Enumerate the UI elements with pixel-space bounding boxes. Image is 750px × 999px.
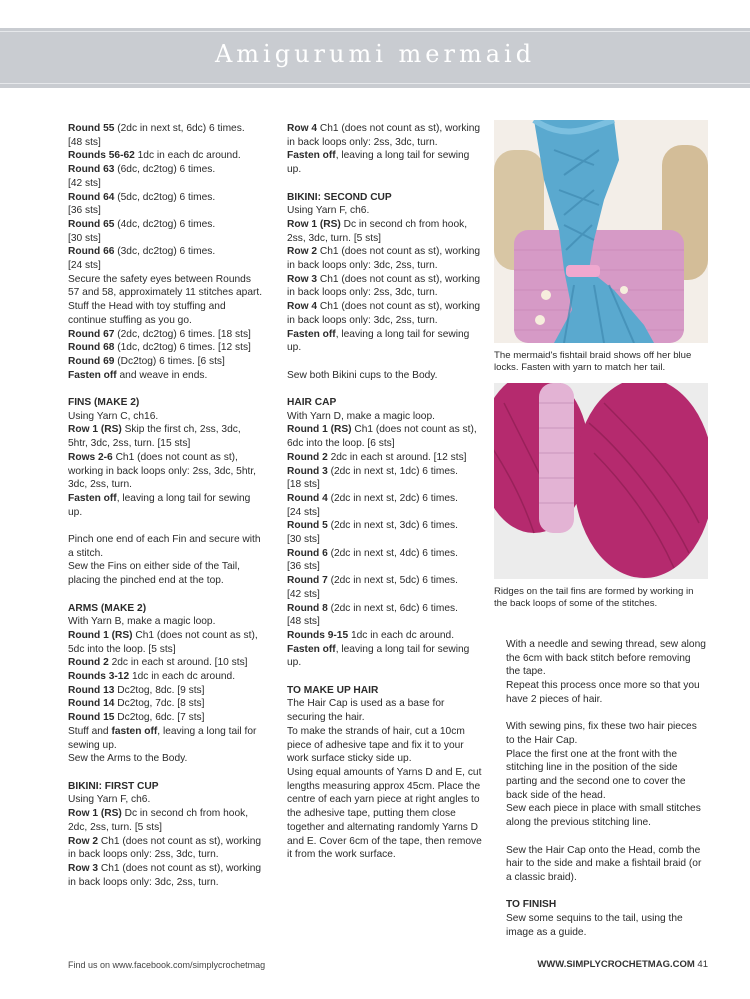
instruction-text: Sew the Fins on either side of the Tail, placing the pinched end at the top.: [68, 561, 240, 587]
instruction-line: Stuff and fasten off, leaving a long tail for sewing up.: [68, 725, 257, 751]
tail-fins-illustration: [494, 383, 708, 579]
instruction-line: Round 4 (2dc in next st, 2dc) 6 times. [24 sts]: [287, 492, 458, 518]
instruction-line: Row 2 Ch1 (does not count as st), working in back loops only: 2ss, 3dc, turn.: [68, 835, 262, 861]
section-heading-bikini-second-cup: BIKINI: SECOND CUP: [287, 191, 392, 203]
column-1: [68, 122, 263, 889]
section-heading-arms: ARMS (MAKE 2): [68, 602, 147, 614]
braid-illustration: [494, 120, 708, 343]
instruction-line: Round 2 2dc in each st around. [10 sts]: [68, 657, 248, 669]
instruction-line: Round 7 (2dc in next st, 5dc) 6 times. [42 sts]: [287, 575, 458, 600]
photo-tail-fins: [494, 383, 708, 579]
column-2: [287, 122, 482, 862]
instruction-line: Round 65 (4dc, dc2tog) 6 times. [30 sts]: [68, 218, 216, 244]
instruction-line: Round 8 (2dc in next st, 6dc) 6 times. [48 sts]: [287, 602, 458, 628]
instruction-line: Row 1 (RS) Dc in second ch from hook, 2ss, 3dc, turn. [5 sts]: [287, 218, 468, 244]
instruction-text: Using equal amounts of Yarns D and E, cut lengths measuring approx 45cm. Place the centre of each yarn piece at right angles to the adhesive tape, putting them close together and alternating randomly Yarns D and E. Cover 6cm of the tape, then remove it from the work surface.: [287, 766, 482, 861]
instruction-line: Round 63 (6dc, dc2tog) 6 times. [42 sts]: [68, 164, 216, 189]
instruction-line: Round 3 (2dc in next st, 1dc) 6 times. [18 sts]: [287, 465, 458, 491]
instruction-line: Round 2 2dc in each st around. [12 sts]: [287, 451, 467, 463]
instruction-text: Sew each piece in place with small stitches along the previous stitching line.: [506, 803, 701, 829]
instruction-line: Row 3 Ch1 (does not count as st), working in back loops only: 2ss, 3dc, turn.: [287, 273, 481, 299]
instruction-text: Place the first one at the front with the stitching line in the position of the side parting and the second one to cover the back side of the head.: [506, 748, 686, 801]
instruction-line: Round 67 (2dc, dc2tog) 6 times. [18 sts]: [68, 328, 251, 340]
instruction-text: With Yarn D, make a magic loop.: [287, 410, 435, 422]
footer-site-page: [537, 959, 708, 970]
instruction-line: Round 69 (Dc2tog) 6 times. [6 sts]: [68, 355, 225, 367]
instruction-line: Round 1 (RS) Ch1 (does not count as st), 5dc into the loop. [5 sts]: [68, 629, 258, 655]
instruction-text: Sew some sequins to the tail, using the image as a guide.: [506, 913, 683, 938]
instruction-line: Rounds 56-62 1dc in each dc around.: [68, 150, 241, 162]
column-3: [506, 638, 706, 939]
instruction-line: Row 4 Ch1 (does not count as st), working in back loops only: 2ss, 3dc, turn.: [287, 123, 481, 148]
instruction-text: With Yarn B, make a magic loop.: [68, 616, 216, 628]
section-heading-bikini-first-cup: BIKINI: FIRST CUP: [68, 780, 159, 792]
instruction-line: Rounds 3-12 1dc in each dc around.: [68, 671, 236, 683]
instruction-line: Rows 2-6 Ch1 (does not count as st), working in back loops only: 2ss, 3dc, 5htr, 3dc, 2ss, turn.: [68, 451, 257, 491]
instruction-line: Fasten off, leaving a long tail for sewing up.: [287, 643, 470, 669]
instruction-line: Round 5 (2dc in next st, 3dc) 6 times. [30 sts]: [287, 520, 458, 546]
instruction-text: Sew the Hair Cap onto the Head, comb the hair to the side and make a fishtail braid (or a classic braid).: [506, 844, 702, 883]
instruction-text: With sewing pins, fix these two hair pieces to the Hair Cap.: [506, 721, 697, 746]
instruction-line: Round 68 (1dc, dc2tog) 6 times. [12 sts]: [68, 342, 251, 354]
photo-braid: [494, 120, 708, 343]
instruction-line: Row 2 Ch1 (does not count as st), working in back loops only: 3dc, 2ss, turn.: [287, 246, 481, 272]
instruction-line: Round 6 (2dc in next st, 4dc) 6 times. [36 sts]: [287, 547, 458, 573]
instruction-text: The Hair Cap is used as a base for securing the hair.: [287, 698, 445, 724]
instruction-line: Row 4 Ch1 (does not count as st), working in back loops only: 3dc, 2ss, turn.: [287, 301, 481, 326]
instruction-line: Fasten off, leaving a long tail for sewing up.: [68, 492, 251, 518]
instruction-line: Round 55 (2dc in next st, 6dc) 6 times. [48 sts]: [68, 123, 245, 148]
section-heading-fins: FINS (MAKE 2): [68, 397, 140, 409]
page-title: Amigurumi mermaid: [214, 40, 536, 68]
instruction-line: Rounds 9-15 1dc in each dc around.: [287, 629, 455, 641]
instruction-text: Stuff the Head with toy stuffing and continue stuffing as you go.: [68, 301, 226, 326]
instruction-line: Round 13 Dc2tog, 8dc. [9 sts]: [68, 684, 205, 696]
instruction-text: Repeat this process once more so that you have 2 pieces of hair.: [506, 680, 700, 705]
instruction-text: Sew the Arms to the Body.: [68, 753, 188, 765]
instruction-line: Round 66 (3dc, dc2tog) 6 times. [24 sts]: [68, 246, 216, 272]
instruction-line: Round 1 (RS) Ch1 (does not count as st), 6dc into the loop. [6 sts]: [287, 424, 477, 450]
instruction-text: Pinch one end of each Fin and secure with a stitch.: [68, 534, 261, 559]
section-heading-make-up-hair: TO MAKE UP HAIR: [287, 684, 379, 696]
footer-facebook-link[interactable]: Find us on www.facebook.com/simplycrochetmag: [68, 960, 266, 970]
caption-tail-fins: Ridges on the tail fins are formed by working in the back loops of some of the stitches.: [494, 586, 694, 609]
instruction-line: Row 1 (RS) Dc in second ch from hook, 2dc, 2ss, turn. [5 sts]: [68, 808, 249, 833]
instruction-text: Secure the safety eyes between Rounds 57 and 58, approximately 11 stitches apart.: [68, 273, 263, 299]
instruction-text: Using Yarn C, ch16.: [68, 410, 159, 422]
instruction-line: Round 64 (5dc, dc2tog) 6 times. [36 sts]: [68, 191, 216, 217]
caption-braid: The mermaid's fishtail braid shows off her blue locks. Fasten with yarn to match her tail.: [494, 350, 692, 373]
footer-site-link[interactable]: WWW.SIMPLYCROCHETMAG.COM: [537, 959, 695, 970]
instruction-line: Round 15 Dc2tog, 6dc. [7 sts]: [68, 712, 205, 724]
instruction-text: Using Yarn F, ch6.: [287, 205, 370, 217]
instruction-text: Sew both Bikini cups to the Body.: [287, 369, 438, 381]
page-number: 41: [694, 959, 708, 970]
instruction-text: Using Yarn F, ch6.: [68, 794, 151, 806]
section-heading-to-finish: TO FINISH: [506, 899, 557, 911]
instruction-text: To make the strands of hair, cut a 10cm piece of adhesive tape and fix it to your work surface sticky side up.: [287, 725, 465, 765]
instruction-text: With a needle and sewing thread, sew along the 6cm with back stitch before removing the tape.: [506, 639, 706, 678]
instruction-line: Fasten off, leaving a long tail for sewing up.: [287, 150, 470, 176]
section-heading-hair-cap: HAIR CAP: [287, 397, 337, 409]
instruction-line: Round 14 Dc2tog, 7dc. [8 sts]: [68, 698, 205, 710]
instruction-line: Fasten off and weave in ends.: [68, 369, 208, 381]
instruction-line: Fasten off, leaving a long tail for sewing up.: [287, 328, 470, 354]
instruction-line: Row 3 Ch1 (does not count as st), working in back loops only: 3dc, 2ss, turn.: [68, 862, 262, 888]
instruction-line: Row 1 (RS) Skip the first ch, 2ss, 3dc, 5htr, 3dc, 2ss, turn. [15 sts]: [68, 424, 241, 450]
